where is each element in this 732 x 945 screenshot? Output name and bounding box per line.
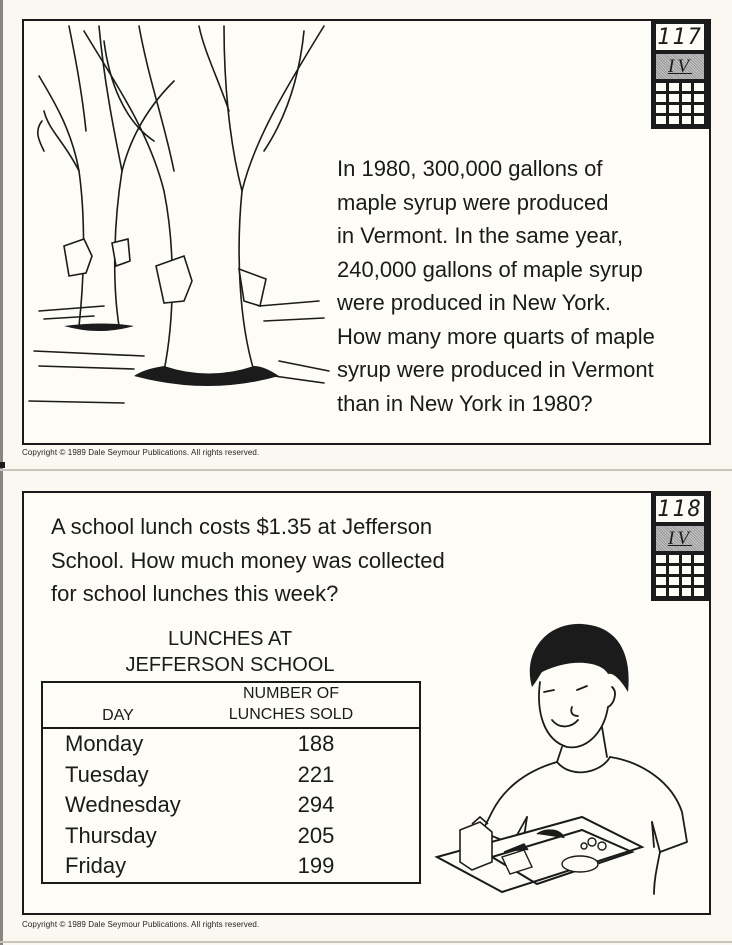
problem-line: A school lunch costs $1.35 at Jefferson [51,514,433,539]
tree-shadow [64,324,134,332]
problem-line: How many more quarts of maple [337,323,655,349]
problem-line: 240,000 gallons of maple syrup [337,256,643,282]
lunches-sold-cell: 221 [297,761,335,787]
boy-with-lunch-tray-illustration [432,612,692,897]
table-row [43,790,419,821]
sap-bucket [112,239,130,266]
level-indicator: IV [656,526,704,551]
copyright-notice: Copyright © 1989 Dale Seymour Publications. All rights reserved. [22,448,260,457]
card-number: 118 [657,496,703,522]
sap-bucket [64,239,92,276]
lunches-sold-cell: 199 [297,853,335,878]
level-indicator: IV [656,54,704,79]
lunches-sold-cell: 205 [297,822,335,848]
calculator-badge [651,20,709,129]
problem-line: in Vermont. In the same year, [337,223,624,248]
problem-line: for school lunches this week? [51,581,339,606]
lunches-sold-cell: 294 [297,792,335,817]
table-row [43,821,419,852]
copyright-notice: Copyright © 1989 Dale Seymour Publications. All rights reserved. [22,920,260,929]
day-cell: Wednesday [65,792,181,817]
sandwich [562,856,598,872]
milk-carton [460,822,492,870]
problem-text [337,152,655,420]
day-cell: Monday [65,731,144,756]
boy-shirt [557,757,610,772]
day-cell: Friday [65,853,127,878]
lunches-table [41,681,421,884]
problem-line: syrup were produced in Vermont [337,357,654,382]
calculator-keypad-icon [656,83,704,124]
table-row [43,729,419,760]
maple-trees-illustration [24,21,334,421]
table-title-line: JEFFERSON SCHOOL [125,654,335,676]
column-header-lunches-sold [201,683,381,725]
column-header-line: NUMBER OF [243,685,339,702]
boy-hair [530,624,629,692]
card-number: 117 [657,24,703,50]
table-row [43,760,419,791]
sheet-mark [0,462,5,468]
calculator-keypad-icon [656,555,704,596]
table-row [43,851,419,882]
problem-line: were produced in New York. [337,290,611,315]
day-cell: Thursday [65,822,157,848]
column-header-day: DAY [102,707,134,724]
lunches-sold-cell: 188 [297,731,335,756]
table-title-line: LUNCHES AT [167,628,293,650]
table-title [40,626,420,678]
back-tree-trunk [39,76,84,326]
sap-bucket [156,256,192,303]
front-tree-trunk [84,31,172,371]
tree-shadow [134,366,279,386]
day-cell: Tuesday [65,761,149,787]
problem-line: than in New York in 1980? [337,390,593,416]
sheet-edge [0,0,3,945]
problem-line: In 1980, 300,000 gallons of [337,156,603,181]
table-header-row [43,683,419,729]
problem-line: maple syrup were produced [337,189,609,215]
sap-bucket [239,269,266,306]
card-divider [0,941,732,943]
card-divider [0,469,732,471]
problem-line: School. How much money was collected [51,547,445,573]
problem-text [51,510,445,611]
calculator-badge [651,492,709,601]
column-header-line: LUNCHES SOLD [228,706,354,723]
